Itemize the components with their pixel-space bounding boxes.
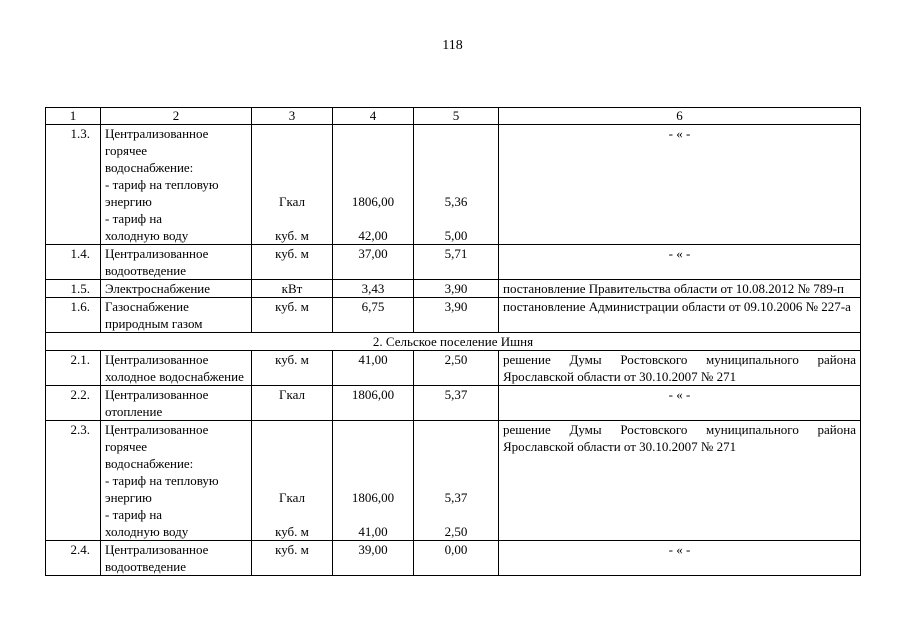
value-col5: 3,90: [414, 280, 499, 298]
unit-cell-line: [256, 472, 328, 489]
value-col4-line: [337, 455, 409, 472]
value-col5-line: [418, 506, 494, 523]
unit-cell: куб. м: [252, 351, 333, 386]
value-col5: 3,90: [414, 298, 499, 333]
value-col5-line: [418, 125, 494, 142]
value-col5-line: [418, 159, 494, 176]
header-cell: 5: [414, 108, 499, 125]
value-col4: 3,43: [333, 280, 414, 298]
service-name-line: энергию: [105, 490, 152, 505]
unit-cell-line: [256, 176, 328, 193]
legal-basis: решение Думы Ростовского муниципального района Ярославской области от 30.10.2007 № 271: [499, 421, 861, 541]
header-cell: 4: [333, 108, 414, 125]
service-name: Централизованное водоотведение: [101, 541, 252, 576]
unit-cell-line: Гкал: [278, 194, 305, 209]
service-name-line: Централизованное: [105, 126, 209, 141]
unit-cell: куб. м: [252, 541, 333, 576]
value-col5: 2,50: [414, 351, 499, 386]
value-col4-line: [337, 176, 409, 193]
service-name: Централизованное отопление: [101, 386, 252, 421]
service-name-line: холодную воду: [105, 524, 189, 539]
unit-cell-line: [256, 506, 328, 523]
unit-cell-line: куб. м: [275, 228, 309, 243]
row-number: 1.5.: [46, 280, 101, 298]
unit-cell: [252, 421, 333, 541]
section-row: [46, 333, 861, 351]
unit-cell-line: Гкал: [278, 490, 305, 505]
value-col4: 37,00: [333, 245, 414, 280]
value-col5-line: [418, 455, 494, 472]
unit-cell: куб. м: [252, 298, 333, 333]
table-row: [46, 386, 861, 421]
value-col4-line: 42,00: [358, 228, 388, 243]
header-cell: 2: [101, 108, 252, 125]
service-name-line: - тариф на: [105, 211, 163, 226]
value-col5-line: [418, 210, 494, 227]
section-title: 2. Сельское поселение Ишня: [46, 333, 861, 351]
service-name: Централизованное холодное водоснабжение: [101, 351, 252, 386]
row-number: 2.3.: [46, 421, 101, 541]
table-row: [46, 421, 861, 541]
legal-basis: - « -: [499, 125, 861, 245]
legal-basis: постановление Правительства области от 10.08.2012 № 789-п: [499, 280, 861, 298]
service-name-line: - тариф на тепловую: [105, 473, 219, 488]
value-col4-line: 1806,00: [351, 490, 395, 505]
unit-cell-line: [256, 421, 328, 438]
header-cell: 3: [252, 108, 333, 125]
row-number: 1.3.: [46, 125, 101, 245]
table-row: [46, 298, 861, 333]
unit-cell-line: [256, 210, 328, 227]
value-col5: [414, 125, 499, 245]
value-col4: [333, 125, 414, 245]
service-name-line: - тариф на тепловую: [105, 177, 219, 192]
value-col5-line: [418, 176, 494, 193]
value-col4: 41,00: [333, 351, 414, 386]
tariff-table: [45, 107, 861, 576]
value-col4: 39,00: [333, 541, 414, 576]
value-col4-line: [337, 421, 409, 438]
value-col4-line: 1806,00: [351, 194, 395, 209]
value-col5-line: [418, 421, 494, 438]
service-name: [101, 125, 252, 245]
unit-cell: кВт: [252, 280, 333, 298]
header-cell: 6: [499, 108, 861, 125]
value-col4-line: [337, 159, 409, 176]
legal-basis: решение Думы Ростовского муниципального района Ярославской области от 30.10.2007 № 271: [499, 351, 861, 386]
unit-cell: куб. м: [252, 245, 333, 280]
service-name-line: водоснабжение:: [105, 160, 194, 175]
value-col5: [414, 421, 499, 541]
unit-cell-line: [256, 125, 328, 142]
service-name: Газоснабжение природным газом: [101, 298, 252, 333]
header-cell: 1: [46, 108, 101, 125]
table-row: [46, 245, 861, 280]
value-col4-line: [337, 210, 409, 227]
legal-basis: - « -: [499, 541, 861, 576]
table-row: [46, 125, 861, 245]
value-col5: 0,00: [414, 541, 499, 576]
row-number: 2.4.: [46, 541, 101, 576]
value-col5: 5,37: [414, 386, 499, 421]
service-name: [101, 421, 252, 541]
unit-cell: Гкал: [252, 386, 333, 421]
value-col5-line: [418, 472, 494, 489]
row-number: 2.2.: [46, 386, 101, 421]
service-name-line: холодную воду: [105, 228, 189, 243]
unit-cell-line: куб. м: [275, 524, 309, 539]
value-col4: 1806,00: [333, 386, 414, 421]
value-col5-line: 5,00: [444, 228, 468, 243]
value-col5-line: 5,37: [444, 490, 468, 505]
value-col4-line: [337, 472, 409, 489]
service-name-line: Централизованное: [105, 422, 209, 437]
value-col5-line: [418, 438, 494, 455]
row-number: 2.1.: [46, 351, 101, 386]
value-col4-line: [337, 142, 409, 159]
value-col5: 5,71: [414, 245, 499, 280]
value-col5-line: 2,50: [444, 524, 468, 539]
value-col4-line: [337, 125, 409, 142]
table-row: [46, 351, 861, 386]
row-number: 1.6.: [46, 298, 101, 333]
table-row: [46, 280, 861, 298]
value-col4: 6,75: [333, 298, 414, 333]
service-name-line: - тариф на: [105, 507, 163, 522]
unit-cell-line: [256, 142, 328, 159]
value-col4: [333, 421, 414, 541]
service-name-line: водоснабжение:: [105, 456, 194, 471]
row-number: 1.4.: [46, 245, 101, 280]
legal-basis: постановление Администрации области от 09.10.2006 № 227-а: [499, 298, 861, 333]
service-name-line: горячее: [105, 439, 148, 454]
unit-cell-line: [256, 438, 328, 455]
table-header-row: [46, 108, 861, 125]
table-row: [46, 541, 861, 576]
value-col4-line: 41,00: [358, 524, 388, 539]
page-number: 118: [442, 38, 463, 53]
legal-basis: - « -: [499, 386, 861, 421]
service-name-line: горячее: [105, 143, 148, 158]
service-name: Централизованное водоотведение: [101, 245, 252, 280]
unit-cell-line: [256, 455, 328, 472]
value-col5-line: 5,36: [444, 194, 468, 209]
value-col5-line: [418, 142, 494, 159]
service-name-line: энергию: [105, 194, 152, 209]
value-col4-line: [337, 506, 409, 523]
value-col4-line: [337, 438, 409, 455]
service-name: Электроснабжение: [101, 280, 252, 298]
unit-cell-line: [256, 159, 328, 176]
unit-cell: [252, 125, 333, 245]
legal-basis: - « -: [499, 245, 861, 280]
